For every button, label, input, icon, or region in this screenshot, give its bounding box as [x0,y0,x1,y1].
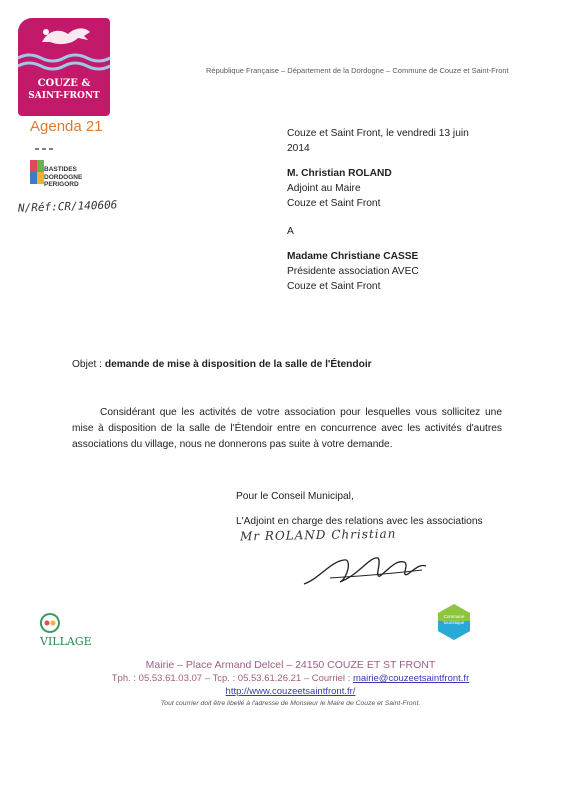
closing-line2: L'Adjoint en charge des relations avec les associations [236,516,483,527]
recipient-title: Présidente association AVEC [287,266,419,277]
dragon-emblem-icon [38,24,94,50]
object-text: demande de mise à disposition de la salle de l'Étendoir [104,359,372,370]
signature-icon [300,548,430,592]
closing-line1: Pour le Conseil Municipal, [236,491,354,502]
footer-url-line [0,686,581,697]
commune-badge-text [439,614,469,626]
sender-city: Couze et Saint Front [287,198,381,209]
footer-note: Tout courrier doit être libellé à l'adresse de Monsieur le Maire de Couze et Saint-Front. [160,700,421,707]
place-date [287,126,469,156]
wave-icon [18,52,110,74]
footer-phone-line [0,673,581,684]
bastides-line2: DORDOGNE [44,173,83,181]
letter-body: Considérant que les activités de votre association pour lesquelles vous sollicitez une mise à disposition de la salle de l'Étendoir entre en concurrence avec les activités d'autres associations du village, nous ne donnerons pas suite à votre demande. [72,407,502,450]
handwritten-name: Mr ROLAND Christian [239,526,397,544]
footer-address: Mairie – Place Armand Delcel – 24150 COUZE ET ST FRONT [145,659,436,671]
sender-title: Adjoint au Maire [287,183,361,194]
bastides-line3: PERIGORD [44,181,79,188]
village-label: VILLAGE [40,635,92,648]
footer-email-link[interactable]: mairie@couzeetsaintfront.fr [352,673,470,684]
place-date-line2: 2014 [287,143,310,154]
logo-line2: SAINT-FRONT [28,91,100,101]
commune-logo [18,18,110,116]
reference-number: N/Réf:CR/140606 [17,198,118,215]
bastides-cross-icon [30,160,44,184]
logo-line1: COUZE & [37,78,91,89]
commune-badge-line1: Commune [443,614,465,619]
bastides-logo-text [44,166,82,189]
agenda-21-logo: Agenda 21 [30,118,103,135]
sender-block [287,166,392,211]
object-label: Objet : [72,359,105,370]
commune-badge-line2: touristique [443,620,465,625]
footer-phone: Tph. : 05.53.61.03.07 – Tcp. : 05.53.61.26.21 – Courriel : [111,673,353,684]
to-label: A [287,226,294,237]
republic-line: République Française – Département de la Dordogne – Commune de Couze et Saint-Front [206,66,509,75]
place-date-line1: Couze et Saint Front, le vendredi 13 juin [287,128,469,139]
village-logo-icon [38,612,62,634]
footer-website-link[interactable]: http://www.couzeetsaintfront.fr/ [225,686,356,697]
dash-icon [34,146,56,152]
recipient-block [287,249,419,294]
sender-name: M. Christian ROLAND [287,168,392,179]
recipient-name: Madame Christiane CASSE [287,251,419,262]
object-line [72,357,372,372]
bastides-line1: BASTIDES [44,166,77,173]
recipient-city: Couze et Saint Front [287,281,381,292]
